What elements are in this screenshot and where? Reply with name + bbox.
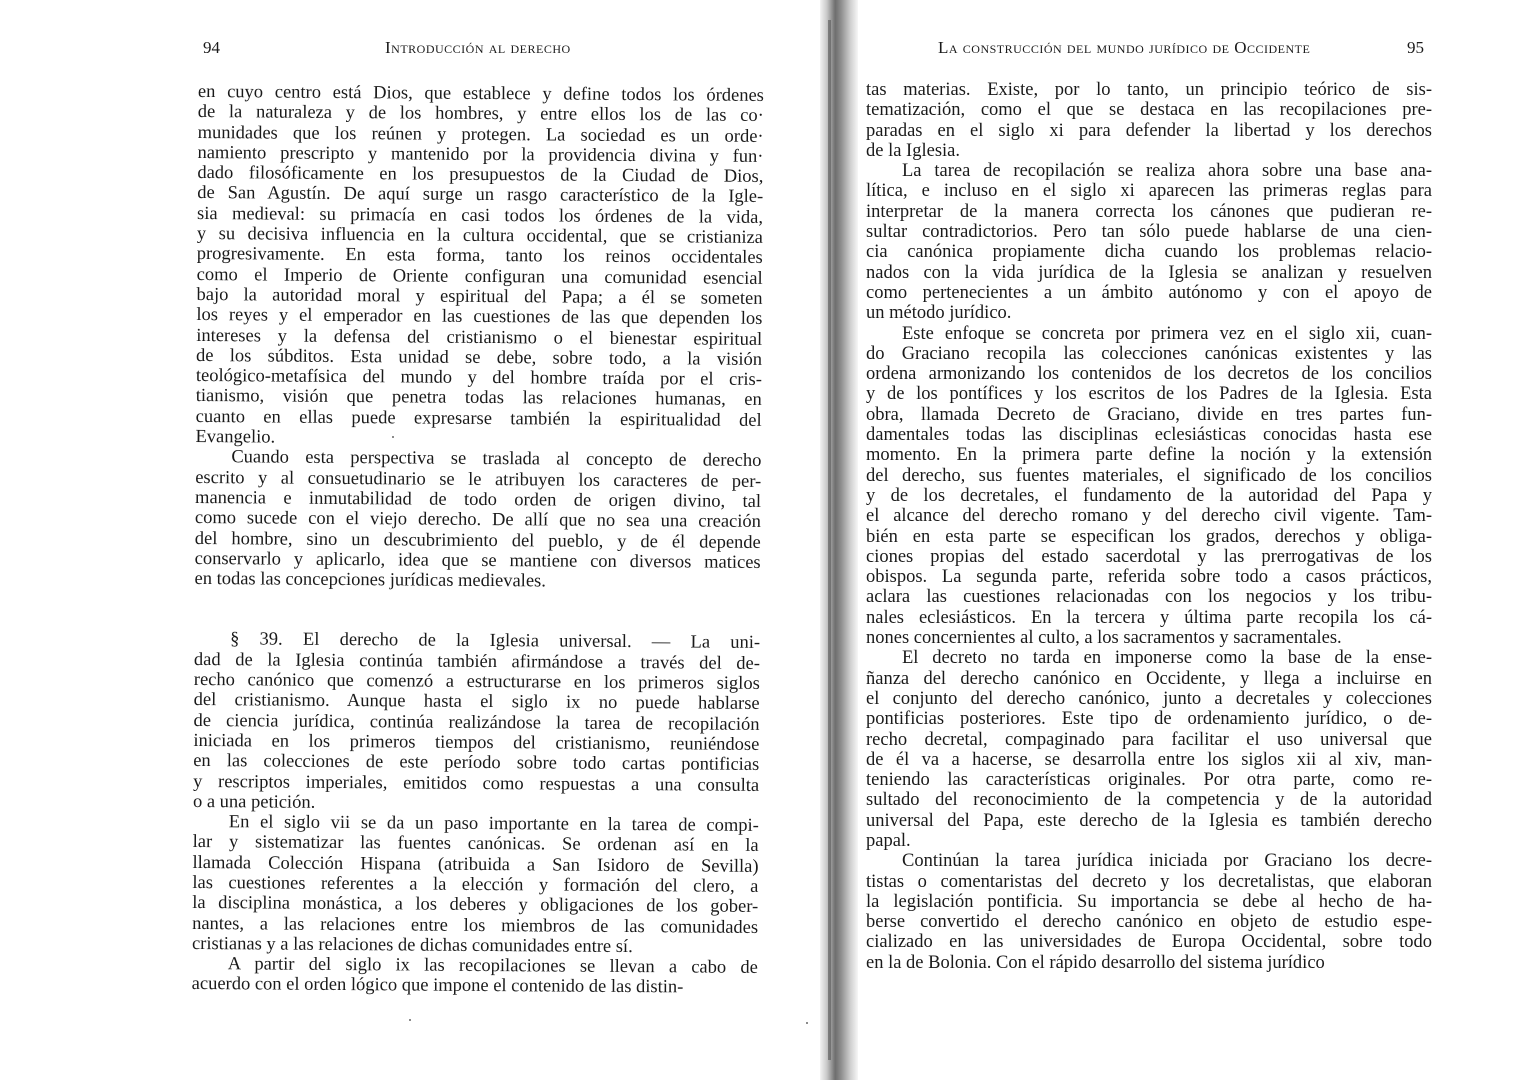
text-line: en cuyo centro está Dios, que establece y define todos los órdenes (197, 82, 764, 106)
text-line: dado filosóficamente en los presupuestos de la Ciudad de Dios, (197, 163, 764, 188)
text-line: cuanto en ellas puede expresarse también la espiritualidad del (195, 406, 762, 431)
text-line: los reyes y el emperador en las cuestiones de las que dependen los (196, 305, 763, 330)
text-line: las cuestiones referentes a la elección y formación del clero, a (192, 872, 759, 897)
text-line: papal. (866, 830, 911, 851)
text-line: del hombre, sino un descubrimiento del pueblo, y de él depende (194, 528, 761, 553)
text-line: de la Iglesia. (866, 140, 960, 161)
text-line: la legislación pontificia. Su importancia se debe al hecho de ha- (866, 891, 1432, 912)
text-line: dad de la Iglesia continúa también afirmándose a través del de- (193, 649, 761, 674)
text-line: munidades que los reúnen y protegen. La sociedad es un orde· (197, 122, 764, 147)
text-line: en la de Bolonia. Con el rápido desarrollo del sistema jurídico (866, 952, 1325, 973)
text-line: pontificias posteriores. Este tipo de ordenamiento jurídico, o de- (866, 709, 1432, 730)
text-line: Continúan la tarea jurídica iniciada por Graciano los decre- (902, 851, 1432, 872)
text-line: de él va a hacerse, se desarrolla entre los siglos xii al xiv, man- (866, 749, 1432, 770)
text-line: ordena armonizando los contenidos de los decretos de los concilios (866, 364, 1432, 385)
text-line: momento. En la primera parte define la noción y la extensión (866, 445, 1432, 466)
text-line: cializado en las universidades de Europa Occidental, sobre todo (866, 932, 1432, 953)
text-line: Cuando esta perspectiva se traslada al concepto de derecho (231, 447, 762, 472)
text-line: cristianas y a las relaciones de dichas comunidades entre sí. (191, 933, 633, 957)
section-spacing (194, 589, 760, 633)
text-line: iniciada en los primeros tiempos del cristianismo, reuniéndose (193, 730, 760, 755)
text-line: tas materias. Existe, por lo tanto, un principio teórico de sis- (866, 80, 1432, 100)
text-line: y su decisiva influencia en la cultura occidental, que se cristianiza (196, 224, 763, 249)
text-line: berse convertido el derecho canónico en objeto de estudio espe- (866, 912, 1432, 933)
text-line: El decreto no tarda en imponerse como la base de la ense- (902, 648, 1432, 669)
text-line: progresivamente. En esta forma, tanto los reinos occidentales (196, 244, 763, 269)
text-line: el alcance del derecho romano y del derecho civil vigente. Tam- (866, 506, 1432, 527)
text-line: nados con la vida jurídica de la Iglesia se analizan y resuelven (866, 262, 1432, 283)
text-line: y rescriptos imperiales, emitidos como respuestas a una consulta (193, 771, 760, 796)
text-line: del cristianismo. Aunque hasta el siglo ix no puede hablarse (193, 690, 760, 715)
text-line: nales eclesiásticos. En la tercera y última parte recopila los cá- (866, 607, 1432, 628)
text-line: bajo la autoridad moral y espiritual del Papa; a él se someten (196, 284, 763, 309)
text-line: sultar contradictorios. Pero tan sólo puede hablarse de una cien- (866, 222, 1432, 243)
text-line: el conjunto del derecho canónico, junto a decretales y colecciones (866, 688, 1432, 709)
text-line: obispos. La segunda parte, referida sobre todo a casos prácticos, (866, 567, 1432, 588)
text-line: la disciplina monástica, a los deberes y obligaciones de los gober- (192, 893, 759, 918)
text-line: y de los pontífices y los escritos de los Padres de la Iglesia. Esta (866, 384, 1432, 405)
text-line: llamada Colección Hispana (atribuida a San Isidoro de Sevilla) (192, 852, 759, 877)
text-line: de San Agustín. De aquí surge un rasgo característico de la Igle- (197, 183, 764, 208)
text-line: como pertenecientes a un ámbito autónomo y con el apoyo de (866, 282, 1432, 303)
text-line: paradas en el siglo xi para defender la libertad y los derechos (866, 120, 1432, 141)
print-speck (392, 436, 394, 438)
right-page-number: 95 (1407, 38, 1424, 57)
text-line: conservarlo y aplicarlo, idea que se mantiene con diversos matices (194, 548, 761, 573)
text-line: tistas o comentaristas del decreto y los decretalistas, que elaboran (866, 871, 1432, 892)
text-line: nantes, a las relaciones entre los miembros de las comunidades (192, 913, 759, 938)
text-line: en todas las concepciones jurídicas medievales. (194, 569, 546, 592)
text-line: intereses y la defensa del cristianismo o el bienestar espiritual (196, 325, 763, 350)
text-line: de ciencia jurídica, continúa realizándose la tarea de recopilación (193, 710, 760, 735)
text-line: obra, llamada Decreto de Graciano, divide en tres partes fun- (866, 404, 1432, 425)
text-line: sia medieval: su primacía en casi todos los órdenes de la vida, (197, 203, 764, 228)
text-line: como sucede con el viejo derecho. De allí que no sea una creación (194, 508, 762, 533)
text-line: manencia e inmutabilidad de todo orden de origen divino, tal (195, 487, 762, 512)
text-line: interpretar de la manera correcta los cánones que pudieran re- (866, 201, 1432, 222)
text-line: o a una petición. (192, 791, 316, 813)
text-line: ciones propias del estado sacerdotal y las prerrogativas de los (866, 546, 1432, 567)
text-line: universal del Papa, este derecho de la Iglesia es también derecho (866, 810, 1432, 831)
left-running-head: Introducción al derecho (385, 38, 571, 57)
right-body-text (866, 80, 1432, 973)
text-line: namiento prescripto y mantenido por la providencia divina y fun· (197, 142, 764, 167)
right-page (850, 0, 1526, 1080)
text-line: En el siglo vii se da un paso importante en la tarea de compi- (228, 812, 759, 837)
text-line: bién en esta parte se especifican los grados, derechos y obliga- (866, 526, 1432, 547)
text-line: aclara las cuestiones relacionadas con los negocios y los tribu- (866, 587, 1432, 608)
text-line: tematización, como el que se destaca en las recopilaciones pre- (866, 100, 1432, 121)
text-line: lítica, e incluso en el siglo xi aparecen las primeras reglas para (866, 181, 1432, 202)
text-line: cia canónica propiamente dicha cuando los problemas relacio- (866, 242, 1432, 263)
text-line: nones concernientes al culto, a los sacramentos y sacramentales. (866, 628, 1342, 649)
left-page-number: 94 (203, 38, 220, 57)
text-line: do Graciano recopila las colecciones canónicas existentes y las (866, 343, 1432, 364)
text-line: teológico-metafísica del mundo y del hombre traída por el cris- (195, 366, 763, 391)
right-running-head: La construcción del mundo jurídico de Occidente (938, 38, 1311, 57)
text-line: de los súbditos. Esta unidad se debe, sobre todo, a la visión (196, 345, 763, 370)
text-line: sultado del reconocimiento de la competencia y de la autoridad (866, 790, 1432, 811)
text-line: teniendo las características originales. Por otra parte, como re- (866, 770, 1432, 791)
text-line: y de los decretales, el fundamento de la autoridad del Papa y (866, 485, 1432, 506)
text-line: recho decretal, compaginado para facilitar el uso universal que (866, 729, 1432, 750)
text-line: damentales todas las disciplinas eclesiásticas conocidas hasta ese (866, 425, 1432, 446)
text-line: acuerdo con el orden lógico que impone el contenido de las distin- (191, 974, 684, 998)
text-line: recho canónico que comenzó a estructurarse en los primeros siglos (193, 670, 760, 694)
text-line: § 39. El derecho de la Iglesia universal. — La uni- (230, 629, 761, 654)
text-line: La tarea de recopilación se realiza ahora sobre una base ana- (902, 161, 1432, 182)
print-speck (409, 1019, 411, 1021)
text-line: del derecho, sus fuentes materiales, el significado de los concilios (866, 465, 1432, 486)
text-line: A partir del siglo ix las recopilaciones se llevan a cabo de (227, 954, 758, 979)
left-body-text (192, 82, 764, 999)
print-speck (806, 1022, 808, 1024)
text-line: como el Imperio de Oriente configuran una comunidad esencial (196, 264, 763, 289)
text-line: tianismo, visión que penetra todas las relaciones humanas, en (195, 386, 762, 411)
text-line: en las colecciones de este período sobre todo cartas pontificias (193, 751, 760, 776)
text-line: Evangelio. (195, 427, 276, 448)
text-line: un método jurídico. (866, 303, 1012, 324)
text-line: lar y sistematizar las fuentes canónicas. Se ordenan así en la (192, 832, 759, 857)
text-line: Este enfoque se concreta por primera vez en el siglo xii, cuan- (902, 323, 1432, 344)
text-line: escrito y al consuetudinario se le atribuyen los caracteres de per- (195, 467, 762, 492)
text-line: de la naturaleza y de los hombres, y entre ellos los de las co· (197, 102, 764, 127)
text-line: ñanza del derecho canónico en Occidente, y llega a incluirse en (866, 668, 1432, 689)
